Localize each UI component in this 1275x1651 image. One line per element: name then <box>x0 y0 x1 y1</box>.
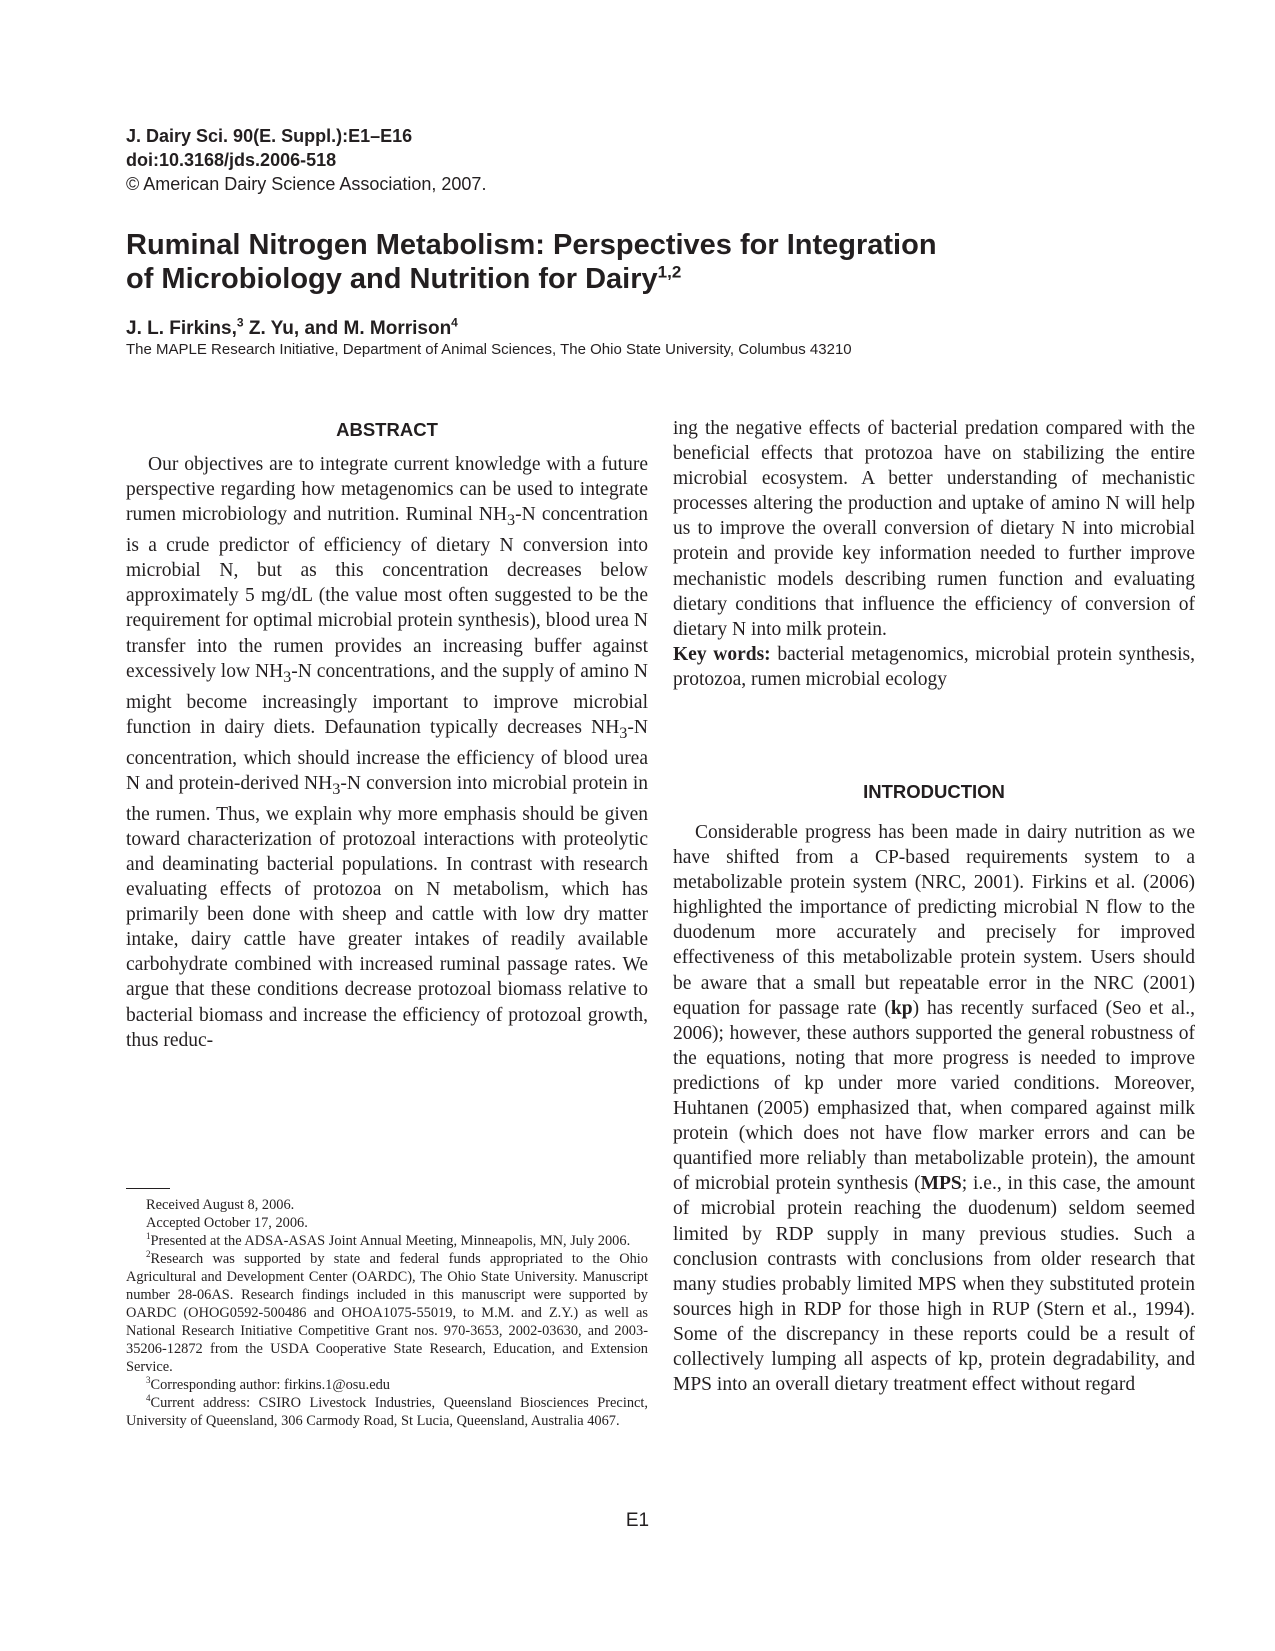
subscript-3: 3 <box>619 723 628 742</box>
article-title <box>126 228 986 296</box>
journal-citation: J. Dairy Sci. 90(E. Suppl.):E1–E16 <box>126 126 413 146</box>
footnote-mark: 2 <box>146 1249 151 1260</box>
subscript-3: 3 <box>283 667 292 686</box>
footnote-text: Research was supported by state and federal funds appropriated to the Ohio Agricultural and Development Center (OARDC), The Ohio State University. Manuscript number 28-06AS. Research findings included in this manuscript were supported by OARDC (OHOG0592-500486 and OHOA1075-55019, to M.M. and Z.Y.) as well as National Research Initiative Competitive Grant nos. 970-3653, 2002-03630, and 2003-35206-12872 from the USDA Cooperative State Research, Education, and Extension Service. <box>126 1251 648 1375</box>
abstract-heading: ABSTRACT <box>336 419 438 440</box>
abstract-continued-text: ing the negative effects of bacterial predation compared with the beneficial effects that protozoa have on stabilizing the entire microbial ecosystem. A better understanding of mechanistic processes altering the production and uptake of amino N will help us to improve the overall conversion of dietary N into microbial protein and provide key information needed to further improve mechanistic models describing rumen function and evaluating dietary conditions that influence the efficiency of conversion of dietary N into milk protein. <box>673 418 1195 640</box>
keywords-text: bacterial metagenomics, microbial protein synthesis, protozoa, rumen microbial ecology <box>673 643 1195 690</box>
footnote-divider <box>126 1188 170 1189</box>
abstract-text-2: -N concentration is a crude predictor of efficiency of dietary N conversion into microbial N, but as this concentration decreases below approximately 5 mg/dL (the value most often suggested to be the requirement for optimal microbial protein synthesis), blood urea N transfer into the rumen provides an increasing buffer against excessively low NH <box>126 504 648 682</box>
footnote-3 <box>126 1376 648 1394</box>
abstract-text-5: -N conversion into microbial protein in the rumen. Thus, we explain why more emphasis should be given toward characterization of protozoal interactions with proteolytic and deaminating bacterial populations. In contrast with research evaluating effects of protozoa on N metabolism, which has primarily been done with sheep and cattle with low dry matter intake, dairy cattle have greater intakes of readily available carbohydrate combined with increased ruminal passage rates. We argue that these conditions decrease protozoal biomass relative to bacterial biomass and increase the efficiency of protozoal growth, thus reduc- <box>126 772 648 1051</box>
footnote-received: Received August 8, 2006. <box>146 1197 295 1213</box>
keywords-label: Key words: <box>673 643 771 665</box>
introduction-paragraph <box>673 820 1195 1397</box>
footnote-text: Presented at the ADSA-ASAS Joint Annual Meeting, Minneapolis, MN, July 2006. <box>150 1233 631 1249</box>
introduction-body <box>673 820 1195 1397</box>
doi-link[interactable]: doi:10.3168/jds.2006-518 <box>126 150 337 170</box>
abstract-paragraph <box>126 452 648 1053</box>
intro-text-2: ) has recently surfaced (Seo et al., 2006); however, these authors supported the general robustness of the equations, noting that more progress is needed to improve predictions of kp under more varied conditions. Moreover, Huhtanen (2005) emphasized that, when compared against milk protein (which does not have flow marker errors and can be quantified more reliably than metabolizable protein), the amount of microbial protein synthesis ( <box>673 997 1195 1195</box>
affiliation: The MAPLE Research Initiative, Department of Animal Sciences, The Ohio State University, Columbus 43210 <box>126 341 852 358</box>
author-yu-morrison: Z. Yu, and M. Morrison <box>243 318 452 339</box>
author-list <box>126 315 458 340</box>
abstract-text-1: Our objectives are to integrate current knowledge with a future perspective regarding how metagenomics can be used to integrate rumen microbiology and nutrition. Ruminal NH <box>126 454 648 526</box>
title-line-2: of Microbiology and Nutrition for Dairy <box>126 263 658 295</box>
author-firkins: J. L. Firkins, <box>126 318 237 339</box>
footnote-mark: 4 <box>146 1393 151 1404</box>
abstract-text-3: -N concentrations, and the supply of amino N might become increasingly important to improve microbial function in dairy diets. Defaunation typically decreases NH <box>126 660 648 738</box>
copyright-notice: © American Dairy Science Association, 2007. <box>126 174 487 194</box>
keywords <box>673 642 1195 692</box>
author-footnote-mark-4[interactable]: 4 <box>451 315 458 330</box>
subscript-3: 3 <box>507 511 516 530</box>
subscript-3: 3 <box>332 779 341 798</box>
intro-text-3: ; i.e., in this case, the amount of microbial protein reaching the duodenum) seldom seemed limited by RDP supply in many previous studies. Such a conclusion contrasts with conclusions from older research that many studies probably limited MPS when they substituted protein sources high in RDP for those high in RUP (Stern et al., 1994). Some of the discrepancy in these reports could be a result of collectively lumping all aspects of kp, protein degradability, and MPS into an overall dietary treatment effect without regard <box>673 1173 1196 1396</box>
title-footnote-marks[interactable]: 1,2 <box>657 262 682 282</box>
term-mps: MPS <box>920 1173 962 1195</box>
abstract-text-4: -N concentration, which should increase the efficiency of blood urea N and protein-derived NH <box>126 716 648 794</box>
footnote-1 <box>126 1232 648 1250</box>
abstract-column <box>126 418 648 1053</box>
footnote-mark: 3 <box>146 1375 151 1386</box>
footnote-4 <box>126 1394 648 1430</box>
journal-header <box>126 124 486 196</box>
page-number: E1 <box>625 1510 650 1531</box>
abstract-continued-column <box>673 416 1195 692</box>
term-kp: kp <box>890 997 913 1019</box>
footnote-text: Corresponding author: firkins.1@osu.edu <box>150 1377 390 1393</box>
footnote-2 <box>126 1250 648 1376</box>
title-line-1: Ruminal Nitrogen Metabolism: Perspectives for Integration <box>126 229 937 261</box>
footnote-accepted: Accepted October 17, 2006. <box>146 1215 308 1231</box>
introduction-heading: INTRODUCTION <box>863 781 1005 802</box>
footnotes <box>126 1196 648 1430</box>
footnote-mark: 1 <box>146 1231 151 1242</box>
footnote-text: Current address: CSIRO Livestock Industries, Queensland Biosciences Precinct, University of Queensland, 306 Carmody Road, St Lucia, Queensland, Australia 4067. <box>126 1395 648 1429</box>
author-footnote-mark-3[interactable]: 3 <box>236 315 244 330</box>
intro-text-1: Considerable progress has been made in dairy nutrition as we have shifted from a CP-based requirements system to a metabolizable protein system (NRC, 2001). Firkins et al. (2006) highlighted the importance of predicting microbial N flow to the duodenum more accurately and precisely for improved effectiveness of this metabolizable protein system. Users should be aware that a small but repeatable error in the NRC (2001) equation for passage rate ( <box>673 822 1195 1019</box>
